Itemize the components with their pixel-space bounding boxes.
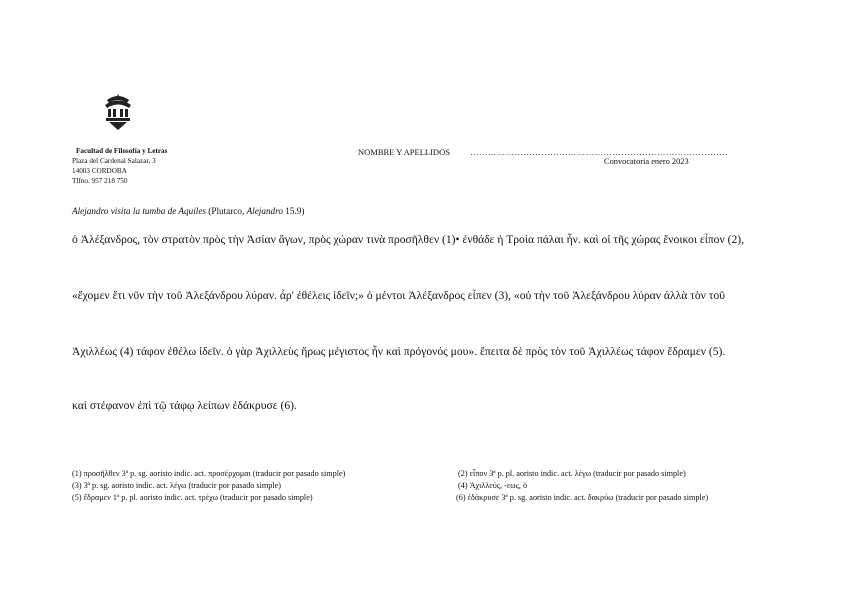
footnote: (4) Ἀχιλλεύς, -εως, ὁ [458, 481, 528, 490]
greek-text-line: ὁ Ἀλέξανδρος, τὸν στρατὸν πρὸς τὴν Ἀσίαν ἄγων, πρὸς χώραν τινὰ προσῆλθεν (1)• ἐνθάδε ἡ Τροία πάλαι ἦν. καὶ οἱ τῆς χώρας ἔνοικοι εἶπον (2), [72, 233, 745, 246]
address-city: 14003 CORDOBA [72, 167, 127, 175]
address-street: Plaza del Cardenal Salazar, 3 [72, 157, 156, 165]
greek-text-line: Ἀχιλλέως (4) τάφον ἐθέλω ἰδεῖν. ὁ γὰρ Ἀχιλλεὺς ἥρως μέγιστος ἦν καὶ πρόγονός μου». ἔπειτα δὲ πρὸς τὸν τοῦ Ἀχιλλέως τάφον ἔδραμεν (5). [72, 345, 726, 358]
exam-session: Convocatoria enero 2023 [604, 157, 689, 166]
name-field-label: NOMBRE Y APELLIDOS [358, 147, 450, 157]
footnote: (2) εἶπον 3ª p. pl. aoristo indic. act. λέγω (traducir por pasado simple) [458, 469, 686, 478]
faculty-name: Facultad de Filosofía y Letras [76, 147, 168, 155]
address-phone: Tlfno. 957 218 750 [72, 177, 128, 185]
greek-text-line: «ἔχομεν ἔτι νῦν τὴν τοῦ Ἀλεξάνδρου λύραν. ἆρ' ἐθέλεις ἰδεῖν;» ὁ μέντοι Ἀλέξανδρος εἶπεν (3), «οὐ τὴν τοῦ Ἀλεξάνδρου λύραν ἀλλὰ τὸν τοῦ [72, 289, 725, 302]
text-title [72, 206, 304, 216]
title-main: Alejandro visita la tumba de Aquiles [72, 206, 206, 216]
title-source: (Plutarco, [205, 206, 247, 216]
footnote: (5) ἔδραμεν 1ª p. pl. aoristo indic. act. τρέχω (traducir por pasado simple) [72, 493, 313, 502]
university-crest-icon [101, 92, 135, 132]
name-field-dots: …………………………………………………………………………… [470, 147, 729, 157]
title-ref: 15.9) [282, 206, 305, 216]
footnote: (6) ἐδάκρυσε 3ª p. sg. aoristo indic. act. δακρύω (traducir por pasado simple) [456, 493, 709, 502]
title-work: Alejandro [246, 206, 283, 216]
footnote: (3) 3ª p. sg. aoristo indic. act. λέγω (traducir por pasado simple) [72, 481, 281, 490]
footnote: (1) προσῆλθεν 3ª p. sg. aoristo indic. act. προσέρχομαι (traducir por pasado simple) [72, 469, 346, 478]
greek-text-line: καὶ στέφανον ἐπὶ τῷ τάφῳ λείπων ἐδάκρυσε (6). [72, 399, 297, 412]
